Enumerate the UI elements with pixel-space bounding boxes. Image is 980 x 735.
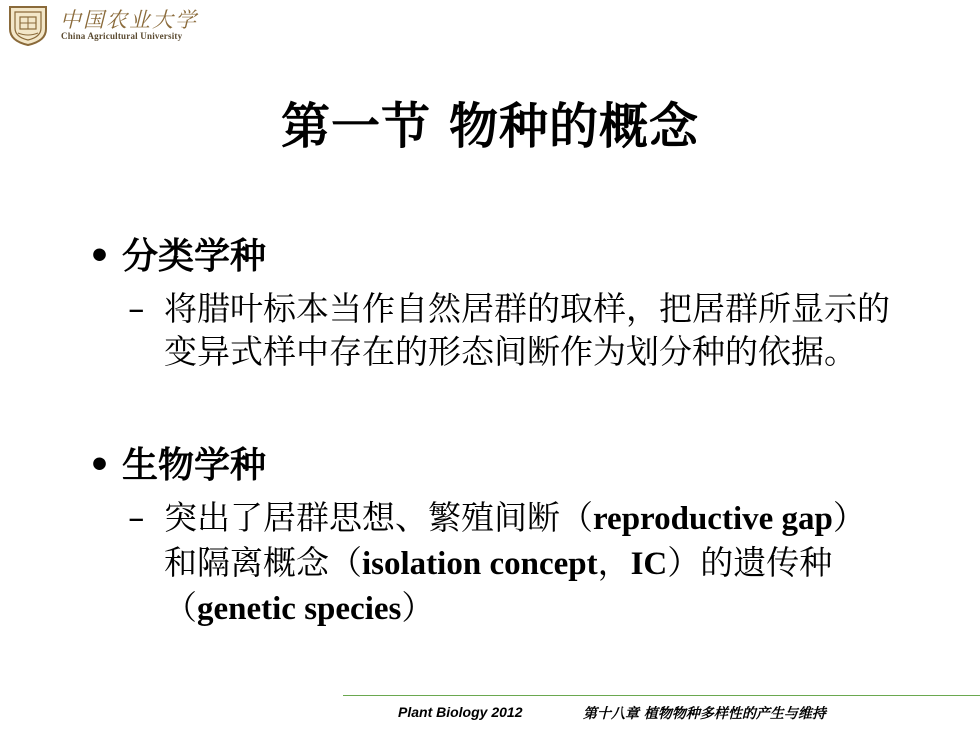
footer-chapter: 第十八章 植物物种多样性的产生与维持 [583, 706, 826, 722]
heading-text: 分类学种 [122, 236, 267, 277]
sub-item-taxonomic-species [128, 287, 898, 373]
university-logo-chinese: 中国农业大学 [60, 8, 198, 32]
text-part: ）的遗传种（ [164, 543, 833, 627]
text-part: 突出了居群思想、繁殖间断（ [164, 498, 593, 537]
text-part: ） [401, 588, 435, 627]
university-logo-english: China Agricultural University [61, 31, 183, 41]
text-part: ）和隔离概念（ [164, 498, 866, 582]
sub-item-biological-species [128, 496, 898, 631]
text-part-english: genetic species [197, 591, 402, 627]
university-seal-icon [6, 3, 50, 47]
footer-divider [343, 695, 980, 696]
bullet-heading-biological-species [88, 437, 266, 488]
heading-text: 生物学种 [122, 445, 267, 486]
dash-icon: – [128, 498, 145, 537]
footer-course: Plant Biology 2012 [398, 704, 523, 720]
text-part-english: isolation concept [362, 546, 598, 582]
bullet-heading-taxonomic-species [88, 228, 266, 279]
bullet-icon: • [88, 236, 112, 277]
dash-icon: – [128, 289, 145, 328]
sub-item-text [128, 496, 898, 631]
text-part-english: reproductive gap [593, 501, 833, 537]
text-part: ， [597, 543, 631, 582]
bullet-icon: • [88, 445, 112, 486]
sub-item-text: 将腊叶标本当作自然居群的取样，把居群所显示的变异式样中存在的形态间断作为划分种的依据。 [164, 289, 890, 371]
slide-title: 第一节 物种的概念 [280, 98, 700, 155]
text-part-english: IC [630, 546, 668, 582]
